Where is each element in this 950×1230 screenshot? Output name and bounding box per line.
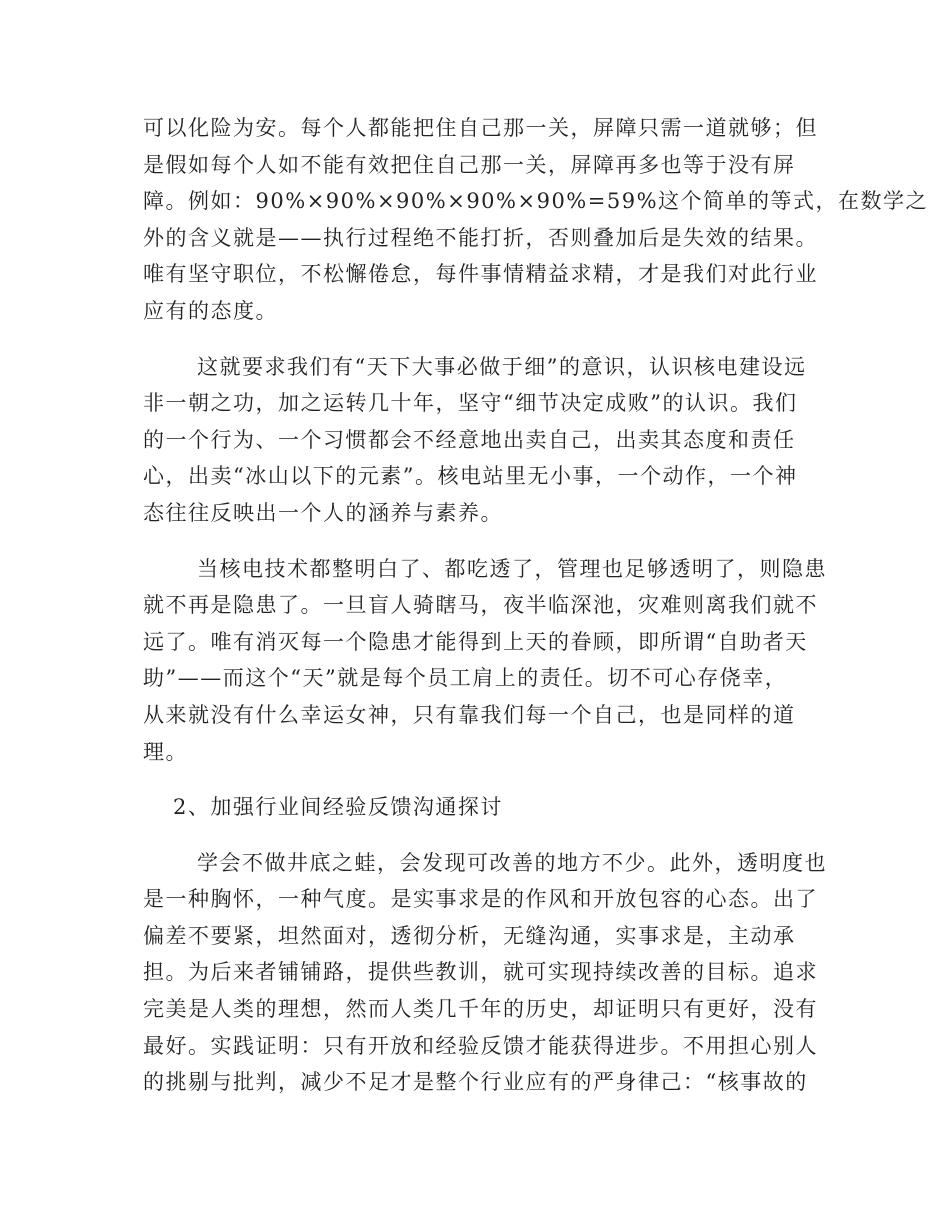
text-line: 偏差不要紧，坦然面对，透彻分析，无缝沟通，实事求是，主动承 — [143, 923, 796, 948]
document-body — [143, 110, 929, 1120]
text-line: 障。例如：90%×90%×90%×90%×90%=59%这个简单的等式，在数学之 — [143, 189, 929, 214]
paragraph-2 — [143, 349, 808, 532]
text-line: 完美是人类的理想，然而人类几千年的历史，却证明只有更好，没有 — [143, 997, 818, 1022]
text-line: 远了。唯有消灭每一个隐患才能得到上天的眷顾，即所谓“自助者天 — [143, 629, 808, 654]
text-line: 是一种胸怀，一种气度。是实事求是的作风和开放包容的心态。出了 — [143, 887, 818, 912]
text-line: 外的含义就是——执行过程绝不能打折，否则叠加后是失效的结果。 — [143, 225, 818, 250]
text-line: 从来就没有什么幸运女神，只有靠我们每一个自己，也是同样的道 — [143, 702, 796, 727]
text-line: 应有的态度。 — [143, 298, 278, 323]
text-line: 这就要求我们有“天下大事必做于细”的意识，认识核电建设远 — [197, 354, 807, 379]
paragraph-3 — [143, 551, 827, 771]
text-line: 可以化险为安。每个人都能把住自己那一关，屏障只需一道就够；但 — [143, 116, 818, 140]
text-line: 的一个行为、一个习惯都会不经意地出卖自己，出卖其态度和责任 — [143, 427, 796, 452]
text-line: 的挑剔与批判，减少不足才是整个行业应有的严身律己：“核事故的 — [143, 1070, 808, 1095]
text-line: 理。 — [143, 739, 188, 764]
text-line: 最好。实践证明：只有开放和经验反馈才能获得进步。不用担心别人 — [143, 1033, 818, 1058]
text-line: 学会不做井底之蛙，会发现可改善的地方不少。此外，透明度也 — [197, 850, 827, 875]
text-line: 唯有坚守职位，不松懈倦怠，每件事情精益求精，才是我们对此行业 — [143, 262, 818, 287]
text-line: 是假如每个人如不能有效把住自己那一关，屏障再多也等于没有屏 — [143, 152, 796, 177]
paragraph-1 — [143, 110, 929, 330]
section-heading — [143, 789, 808, 826]
text-line: 担。为后来者铺铺路，提供些教训，就可实现持续改善的目标。追求 — [143, 960, 818, 985]
text-line: 非一朝之功，加之运转几十年，坚守“细节决定成败”的认识。我们 — [143, 391, 798, 416]
text-line: 态往往反映出一个人的涵养与素养。 — [143, 500, 503, 525]
text-line: 助”——而这个“天”就是每个员工肩上的责任。切不可心存侥幸， — [143, 666, 788, 691]
text-line: 就不再是隐患了。一旦盲人骑瞎马，夜半临深池，灾难则离我们就不 — [143, 593, 818, 618]
text-line: 心，出卖“冰山以下的元素”。核电站里无小事，一个动作，一个神 — [143, 464, 798, 489]
section-heading-text: 2、加强行业间经验反馈沟通探讨 — [173, 795, 503, 820]
paragraph-4 — [143, 845, 827, 1101]
text-line: 当核电技术都整明白了、都吃透了，管理也足够透明了，则隐患 — [197, 556, 827, 581]
